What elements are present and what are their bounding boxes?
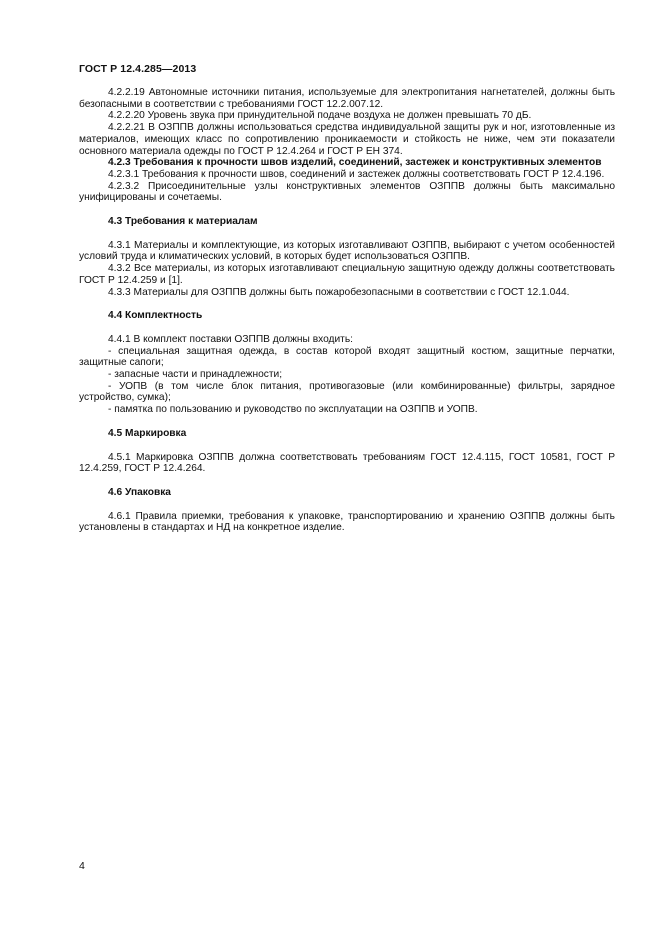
heading-4-3: 4.3 Требования к материалам [108, 216, 258, 228]
heading-4-2-3: 4.2.3 Требования к прочности швов изделий, соединений, застежек и конструктивных элементов [108, 157, 602, 169]
paragraph-4-3-1: 4.3.1 Материалы и комплектующие, из которых изготавливают ОЗППВ, выбирают с учетом особенностей условий труда и климатических условий, в которых будет использоваться ОЗППВ. [79, 239, 615, 263]
paragraph-4-2-3-2: 4.2.3.2 Присоединительные узлы конструктивных элементов ОЗППВ должны быть максимально унифицированы и сочетаемы. [79, 180, 615, 204]
paragraph-4-5-1: 4.5.1 Маркировка ОЗППВ должна соответствовать требованиям ГОСТ 12.4.115, ГОСТ 10581, ГОСТ Р 12.4.259, ГОСТ Р 12.4.264. [79, 451, 615, 475]
paragraph-4-2-2-19: 4.2.2.19 Автономные источники питания, используемые для электропитания нагнетателей, должны быть безопасными в соответствии с требованиями ГОСТ 12.2.007.12. [79, 87, 615, 110]
heading-4-6: 4.6 Упаковка [108, 486, 171, 498]
heading-4-4: 4.4 Комплектность [108, 310, 203, 322]
list-item: - запасные части и принадлежности; [108, 369, 283, 381]
paragraph-4-3-3: 4.3.3 Материалы для ОЗППВ должны быть пожаробезопасными в соответствии с ГОСТ 12.1.044. [108, 286, 570, 298]
heading-4-5: 4.5 Маркировка [108, 427, 187, 439]
page-number: 4 [79, 860, 85, 872]
document-body [79, 87, 615, 534]
document-code-header: ГОСТ Р 12.4.285—2013 [79, 63, 197, 75]
paragraph-4-2-2-21: 4.2.2.21 В ОЗППВ должны использоваться средства индивидуальной защиты рук и ног, изготовленные из материалов, имеющих класс по сопротивлению проникаемости и стойкость не ниже, чем эти показатели основного материала одежды по ГОСТ Р 12.4.264 и ГОСТ Р ЕН 374. [79, 122, 615, 157]
paragraph-4-2-3-1: 4.2.3.1 Требования к прочности швов, соединений и застежек должны соответствовать ГОСТ Р 12.4.196. [108, 168, 605, 180]
list-item: - УОПВ (в том числе блок питания, противогазовые (или комбинированные) фильтры, зарядное устройство, сумка); [79, 380, 615, 404]
paragraph-4-3-2: 4.3.2 Все материалы, из которых изготавливают специальную защитную одежду должны соответствовать ГОСТ Р 12.4.259 и [1]. [79, 263, 615, 286]
paragraph-4-6-1: 4.6.1 Правила приемки, требования к упаковке, транспортированию и хранению ОЗППВ должны быть установлены в стандартах и НД на конкретное изделие. [79, 510, 615, 534]
list-item: - специальная защитная одежда, в состав которой входят защитный костюм, защитные перчатки, защитные сапоги; [79, 345, 615, 369]
paragraph-4-2-2-20: 4.2.2.20 Уровень звука при принудительной подаче воздуха не должен превышать 70 дБ. [108, 110, 532, 122]
list-item: - памятка по пользованию и руководство по эксплуатации на ОЗППВ и УОПВ. [108, 404, 478, 416]
paragraph-4-4-1: 4.4.1 В комплект поставки ОЗППВ должны входить: [108, 333, 353, 345]
